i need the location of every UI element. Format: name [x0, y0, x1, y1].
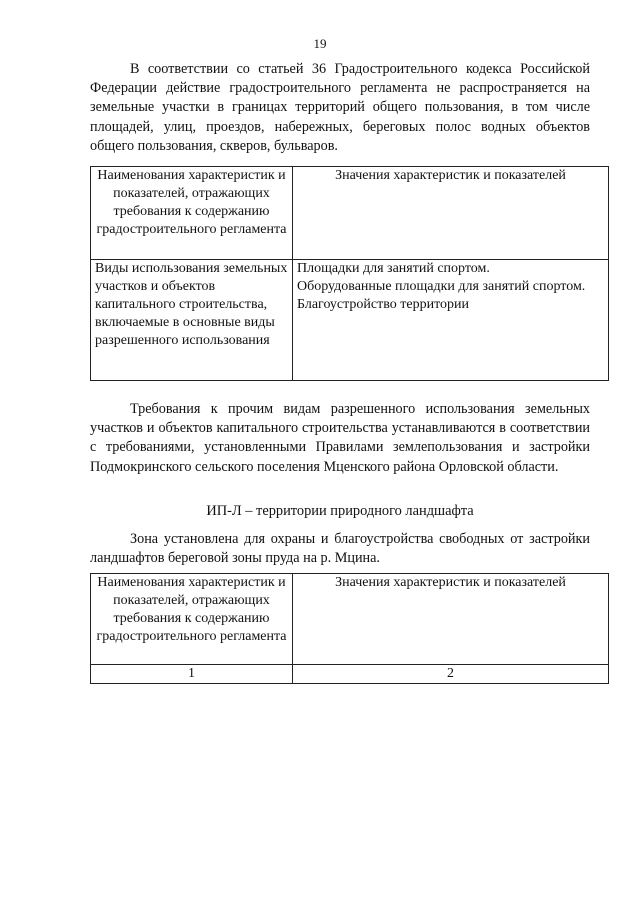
paragraph-article-36: В соответствии со статьей 36 Градостроительного кодекса Российской Федерации действие градостроительного регламента не распространяется на земельные участки в границах территорий общего пользования, в том числе площадей, улиц, проездов, набережных, береговых полос водных объектов общего пользования, скверов, бульваров. — [90, 61, 590, 154]
table-1-cell-use-types: Виды использования земельных участков и объектов капитального строительства, включаемые в основные виды разрешенного использования — [91, 260, 293, 381]
zone-paragraph-block — [90, 530, 590, 568]
table-2-header-row — [91, 574, 609, 665]
intro-paragraph-block — [90, 60, 590, 156]
table-2-number-col2: 2 — [293, 665, 609, 684]
table-1-header-row — [91, 167, 609, 260]
section-heading-block — [90, 502, 590, 521]
table-2-number-row — [91, 665, 609, 684]
page-number: 19 — [313, 36, 327, 51]
paragraph-other-uses: Требования к прочим видам разрешенного использования земельных участков и объектов капитального строительства устанавливаются в соответствии с требованиями, установленными Правилами землепользования и застройки Подмокринского сельского поселения Мценского района Орловской области. — [90, 401, 590, 475]
section-heading: ИП-Л – территории природного ландшафта — [206, 503, 474, 519]
table-2-header-characteristics: Наименования характеристик и показателей, отражающих требования к содержанию градостроительного регламента — [91, 574, 293, 665]
table-1-cell-use-values — [293, 260, 609, 381]
table-2-block — [90, 573, 590, 684]
paragraph-zone-description: Зона установлена для охраны и благоустройства свободных от застройки ландшафтов береговой зоны пруда на р. Мцина. — [90, 531, 590, 567]
table-1-block — [90, 166, 590, 381]
value-line: Оборудованные площадки для занятий спортом. — [297, 279, 586, 294]
table-1-row-use-types — [91, 260, 609, 381]
regulation-table-1 — [90, 166, 609, 381]
other-uses-paragraph-block — [90, 400, 590, 477]
table-1-header-values: Значения характеристик и показателей — [293, 167, 609, 260]
table-2-header-values: Значения характеристик и показателей — [293, 574, 609, 665]
value-line: Площадки для занятий спортом. — [297, 261, 490, 276]
table-2-number-col1: 1 — [91, 665, 293, 684]
value-line: Благоустройство территории — [297, 297, 469, 312]
regulation-table-2 — [90, 573, 609, 684]
table-1-header-characteristics: Наименования характеристик и показателей, отражающих требования к содержанию градостроительного регламента — [91, 167, 293, 260]
